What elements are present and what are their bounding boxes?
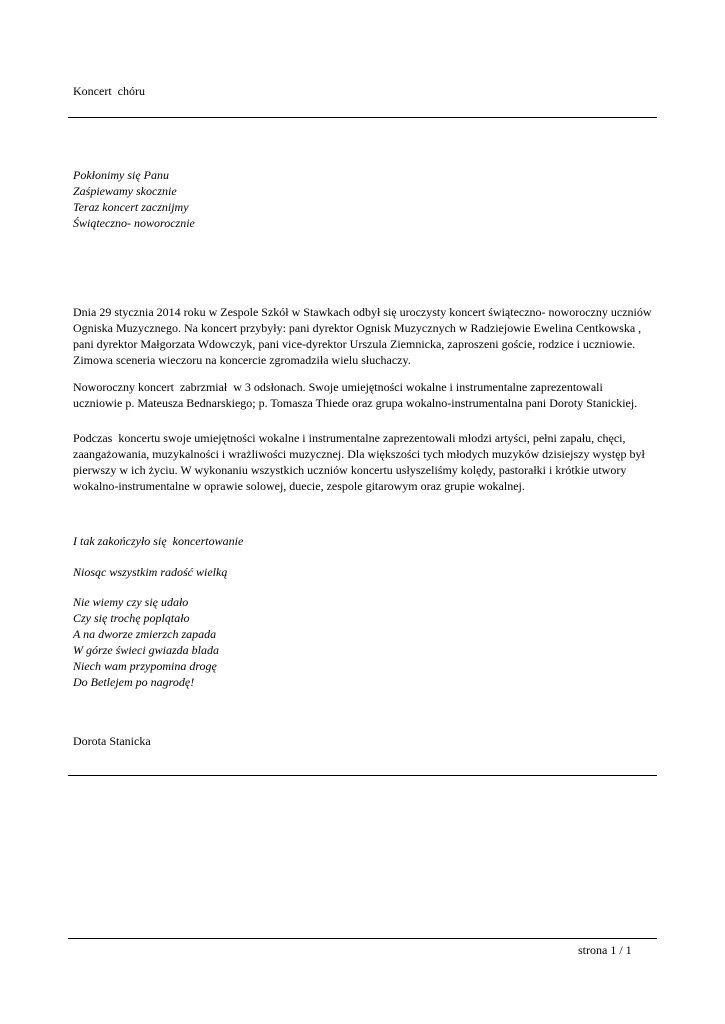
paragraph-line: wokalno-instrumentalne w oprawie solowej, duecie, zespole gitarowym oraz grupie wokalnej. bbox=[73, 479, 525, 493]
poem-line: Niech wam przypomina drogę bbox=[73, 659, 217, 673]
poem-line: Teraz koncert zacznijmy bbox=[73, 200, 189, 214]
poem-line: Nie wiemy czy się udało bbox=[73, 595, 189, 609]
paragraph-line: Podczas koncertu swoje umiejętności wokalne i instrumentalne zaprezentowali młodzi artyści, pełni zapału, chęci, bbox=[73, 431, 626, 445]
poem-line: W górze świeci gwiazda blada bbox=[73, 643, 219, 657]
document-header-title: Koncert chóru bbox=[73, 84, 145, 98]
author-signature: Dorota Stanicka bbox=[73, 734, 151, 748]
body-paragraph-3 bbox=[73, 430, 653, 494]
poem-line: Do Betlejem po nagrodę! bbox=[73, 675, 195, 689]
paragraph-line: Zimowa sceneria wieczoru na koncercie zgromadziła wielu słuchaczy. bbox=[73, 353, 411, 367]
paragraph-line: Ogniska Muzycznego. Na koncert przybyły: pani dyrektor Ognisk Muzycznych w Radziejowie Ewelina Centkowska , bbox=[73, 321, 642, 335]
poem-line: Pokłonimy się Panu bbox=[73, 168, 169, 182]
paragraph-line: Dnia 29 stycznia 2014 roku w Zespole Szkół w Stawkach odbył się uroczysty koncert świąteczno- noworoczny uczniów bbox=[73, 305, 652, 319]
paragraph-line: Noworoczny koncert zabrzmiał w 3 odsłonach. Swoje umiejętności wokalne i instrumentalne zaprezentowali bbox=[73, 380, 603, 394]
content-end-divider bbox=[68, 775, 657, 776]
opening-poem bbox=[73, 167, 195, 231]
poem-line: A na dworze zmierzch zapada bbox=[73, 627, 217, 641]
poem-line: Zaśpiewamy skocznie bbox=[73, 184, 177, 198]
header-divider bbox=[68, 117, 657, 118]
poem-line: Czy się trochę poplątało bbox=[73, 611, 190, 625]
paragraph-line: pierwszy w ich życiu. W wykonaniu wszystkich uczniów koncertu usłyszeliśmy kolędy, pastorałki i krótkie utwory bbox=[73, 463, 627, 477]
closing-line-1: I tak zakończyło się koncertowanie bbox=[73, 534, 244, 548]
closing-poem bbox=[73, 594, 219, 690]
paragraph-line: pani dyrektor Małgorzata Wdowczyk, pani vice-dyrektor Urszula Ziemnicka, zaproszeni goście, rodzice i uczniowie. bbox=[73, 337, 636, 351]
paragraph-line: uczniowie p. Mateusza Bednarskiego; p. Tomasza Thiede oraz grupa wokalno-instrumentalna pani Doroty Stanickiej. bbox=[73, 396, 638, 410]
poem-line: Świąteczno- noworocznie bbox=[73, 216, 195, 230]
page-number: strona 1 / 1 bbox=[578, 943, 632, 957]
body-paragraph-1 bbox=[73, 304, 653, 368]
paragraph-line: zaangażowania, muzykalności i wrażliwości muzycznej. Dla większości tych młodych muzyków dzisiejszy występ był bbox=[73, 447, 645, 461]
body-paragraph-2 bbox=[73, 379, 653, 411]
closing-line-2: Niosąc wszystkim radość wielką bbox=[73, 565, 228, 579]
footer-divider bbox=[68, 938, 657, 939]
